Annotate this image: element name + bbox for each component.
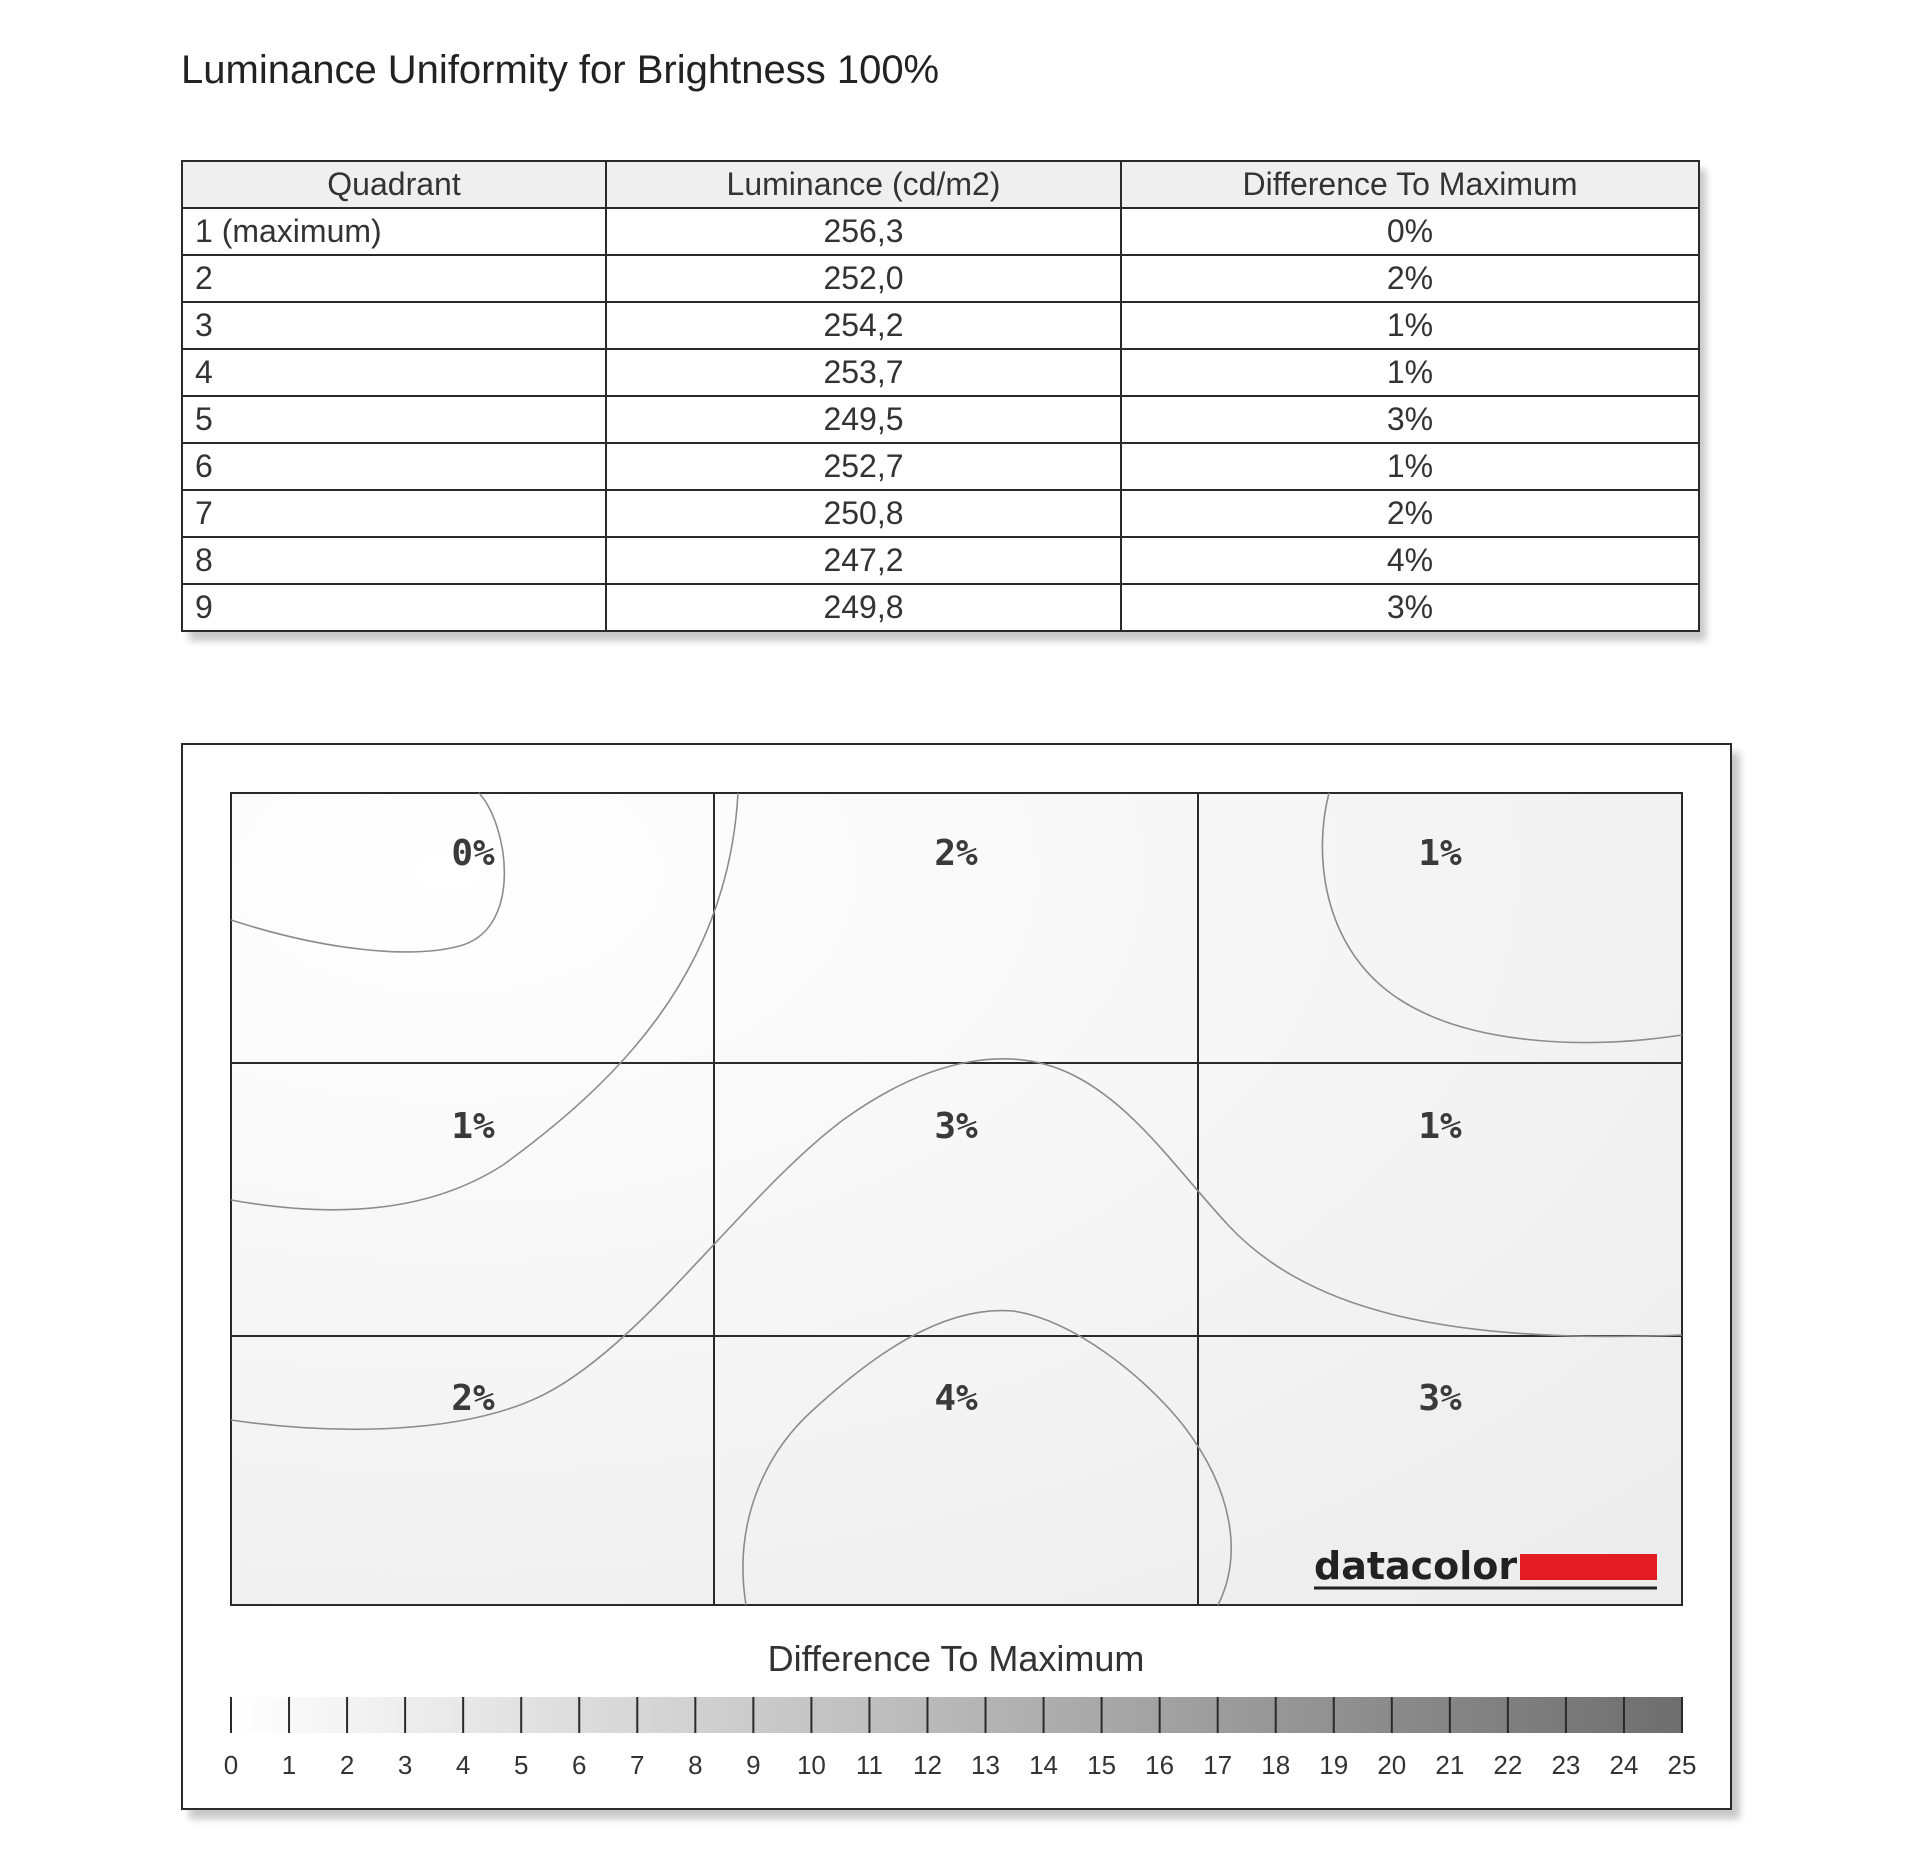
table-row <box>182 584 1699 631</box>
cell-difference: 1% <box>1121 443 1699 490</box>
cell-difference: 2% <box>1121 490 1699 537</box>
cell-quadrant: 5 <box>182 396 606 443</box>
legend-tick-label: 19 <box>1319 1750 1349 1780</box>
cell-luminance: 252,0 <box>606 255 1121 302</box>
legend-title: Difference To Maximum <box>767 1638 1145 1679</box>
legend-tick-label: 17 <box>1203 1750 1233 1780</box>
header-quadrant: Quadrant <box>182 161 606 208</box>
cell-luminance: 253,7 <box>606 349 1121 396</box>
legend-tick-label: 9 <box>746 1750 761 1780</box>
cell-quadrant: 1 (maximum) <box>182 208 606 255</box>
legend-tick-label: 7 <box>630 1750 645 1780</box>
cell-difference: 0% <box>1121 208 1699 255</box>
table-row <box>182 302 1699 349</box>
header-difference: Difference To Maximum <box>1121 161 1699 208</box>
cell-label-q6: 1% <box>1418 1106 1462 1147</box>
cell-label-q1: 0% <box>451 833 495 874</box>
legend-tick-label: 14 <box>1029 1750 1059 1780</box>
cell-quadrant: 8 <box>182 537 606 584</box>
table-row <box>182 349 1699 396</box>
legend-tick-label: 22 <box>1493 1750 1523 1780</box>
cell-label-q9: 3% <box>1418 1378 1462 1419</box>
table-row <box>182 255 1699 302</box>
table-row <box>182 490 1699 537</box>
datacolor-logo-bar <box>1520 1554 1657 1580</box>
cell-difference: 2% <box>1121 255 1699 302</box>
cell-luminance: 247,2 <box>606 537 1121 584</box>
legend-tick-label: 16 <box>1145 1750 1175 1780</box>
legend-tick-label: 10 <box>796 1750 826 1780</box>
legend-tick-label: 13 <box>971 1750 1000 1780</box>
cell-label-q2: 2% <box>934 833 978 874</box>
page-title: Luminance Uniformity for Brightness 100% <box>181 48 940 92</box>
cell-quadrant: 9 <box>182 584 606 631</box>
uniformity-chart-panel <box>181 743 1732 1810</box>
legend-tick-label: 1 <box>281 1750 297 1780</box>
luminance-table <box>181 160 1700 632</box>
uniformity-heatmap <box>183 745 1730 1808</box>
cell-difference: 1% <box>1121 302 1699 349</box>
cell-luminance: 252,7 <box>606 443 1121 490</box>
legend-tick-label: 24 <box>1609 1750 1639 1780</box>
table-row <box>182 443 1699 490</box>
legend-tick-label: 25 <box>1667 1750 1697 1780</box>
legend-tick-label: 21 <box>1435 1750 1465 1780</box>
legend-tick-label: 23 <box>1551 1750 1581 1780</box>
cell-quadrant: 6 <box>182 443 606 490</box>
legend-tick-label: 8 <box>688 1750 703 1780</box>
cell-luminance: 254,2 <box>606 302 1121 349</box>
table-header-row <box>182 161 1699 208</box>
luminance-table-container <box>181 160 1698 632</box>
cell-difference: 3% <box>1121 396 1699 443</box>
legend-tick-label: 4 <box>455 1750 471 1780</box>
legend-tick-label: 18 <box>1261 1750 1291 1780</box>
legend-tick-label: 0 <box>223 1750 239 1780</box>
cell-quadrant: 2 <box>182 255 606 302</box>
cell-label-q3: 1% <box>1418 833 1462 874</box>
cell-label-q5: 3% <box>934 1106 978 1147</box>
legend-tick-label: 2 <box>339 1750 355 1780</box>
table-row <box>182 396 1699 443</box>
cell-luminance: 249,5 <box>606 396 1121 443</box>
legend-tick-label: 12 <box>913 1750 942 1780</box>
cell-luminance: 249,8 <box>606 584 1121 631</box>
header-luminance: Luminance (cd/m2) <box>606 161 1121 208</box>
legend-tick-label: 6 <box>572 1750 587 1780</box>
table-row <box>182 537 1699 584</box>
legend-tick-label: 5 <box>513 1750 529 1780</box>
datacolor-logo-text: datacolor <box>1314 1544 1518 1588</box>
cell-luminance: 256,3 <box>606 208 1121 255</box>
legend-tick-label: 11 <box>855 1750 883 1780</box>
heatmap-plot-area <box>231 793 1682 1605</box>
cell-luminance: 250,8 <box>606 490 1121 537</box>
cell-difference: 3% <box>1121 584 1699 631</box>
cell-label-q7: 2% <box>451 1378 495 1419</box>
legend-tick-label: 3 <box>397 1750 413 1780</box>
cell-difference: 4% <box>1121 537 1699 584</box>
table-row <box>182 208 1699 255</box>
legend-gradient-bar <box>231 1697 1682 1733</box>
cell-quadrant: 3 <box>182 302 606 349</box>
cell-label-q4: 1% <box>451 1106 495 1147</box>
cell-quadrant: 7 <box>182 490 606 537</box>
cell-quadrant: 4 <box>182 349 606 396</box>
legend-tick-label: 15 <box>1087 1750 1117 1780</box>
cell-difference: 1% <box>1121 349 1699 396</box>
cell-label-q8: 4% <box>934 1378 978 1419</box>
legend-tick-label: 20 <box>1377 1750 1407 1780</box>
